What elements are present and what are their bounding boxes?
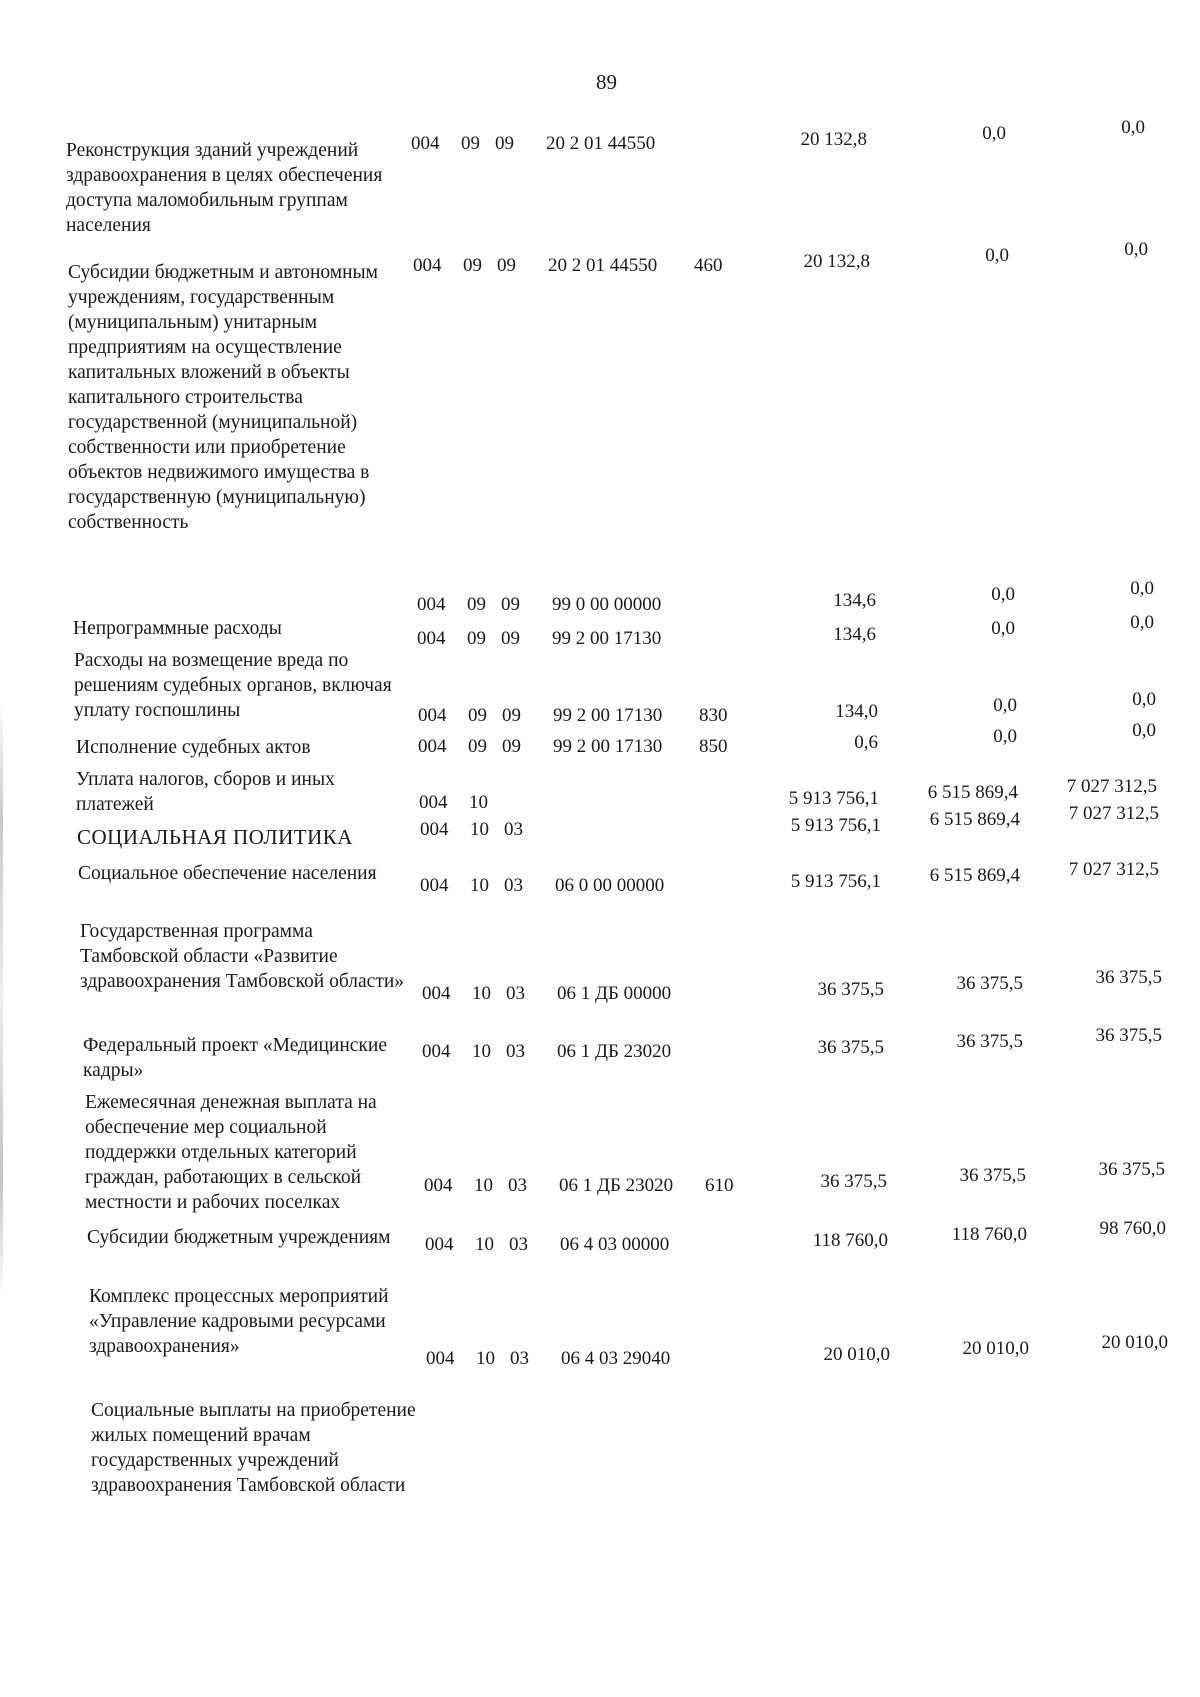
value-year-3: 20 010,0	[1101, 1332, 1168, 1353]
ministry-code: 004	[418, 736, 447, 757]
value-year-1: 36 375,5	[817, 1037, 884, 1058]
row-name: СОЦИАЛЬНАЯ ПОЛИТИКА	[77, 825, 353, 849]
page-number: 89	[596, 70, 617, 94]
value-year-3: 7 027 312,5	[1068, 859, 1159, 880]
value-year-2: 0,0	[991, 618, 1015, 639]
ministry-code: 004	[419, 792, 448, 813]
value-year-2: 0,0	[993, 695, 1017, 716]
value-year-3: 0,0	[1132, 720, 1156, 741]
value-year-3: 7 027 312,5	[1068, 803, 1159, 824]
section-code: 10	[475, 1234, 494, 1255]
row-name: Субсидии бюджетным и автономным учреждениям, государственным (муниципальным) унитарным предприятиям на осуществление капитальных вложений в объекты капитального строительства государственной (муниципальной) собственности или приобретение объектов недвижимого имущества в государственную (муниципальную) собственность	[68, 262, 378, 533]
row-name: Уплата налогов, сборов и иных платежей	[76, 769, 335, 815]
target-item-code: 06 4 03 00000	[560, 1234, 670, 1255]
subsection-code: 03	[510, 1348, 529, 1369]
value-year-3: 36 375,5	[1095, 1025, 1162, 1046]
ministry-code: 004	[422, 983, 451, 1004]
section-code: 09	[463, 255, 482, 276]
target-item-code: 20 2 01 44550	[546, 133, 656, 154]
value-year-1: 134,6	[833, 590, 876, 611]
row-name: Расходы на возмещение вреда по решениям судебных органов, включая уплату госпошлины	[74, 650, 392, 721]
row-name: Ежемесячная денежная выплата на обеспечение мер социальной поддержки отдельных категорий граждан, работающих в сельской местности и рабочих поселках	[85, 1092, 377, 1213]
target-item-code: 06 0 00 00000	[555, 875, 665, 896]
value-year-2: 6 515 869,4	[927, 782, 1018, 803]
value-year-2: 0,0	[993, 726, 1017, 747]
subsection-code: 09	[495, 133, 514, 154]
section-code: 09	[467, 594, 486, 615]
value-year-2: 6 515 869,4	[929, 865, 1020, 886]
row-name: Исполнение судебных актов	[76, 737, 311, 758]
value-year-1: 118 760,0	[812, 1230, 888, 1251]
target-item-code: 06 1 ДБ 00000	[557, 983, 672, 1004]
value-year-1: 36 375,5	[820, 1171, 887, 1192]
value-year-3: 0,0	[1124, 239, 1148, 260]
section-code: 10	[472, 983, 491, 1004]
value-year-3: 36 375,5	[1098, 1159, 1165, 1180]
section-code: 09	[467, 628, 486, 649]
target-item-code: 20 2 01 44550	[548, 255, 658, 276]
section-code: 10	[469, 792, 488, 813]
ministry-code: 004	[425, 1234, 454, 1255]
section-code: 09	[468, 736, 487, 757]
ministry-code: 004	[422, 1041, 451, 1062]
value-year-1: 20 132,8	[803, 251, 870, 272]
value-year-3: 0,0	[1130, 578, 1154, 599]
ministry-code: 004	[411, 133, 440, 154]
value-year-2: 20 010,0	[962, 1338, 1029, 1359]
value-year-1: 5 913 756,1	[788, 788, 879, 809]
value-year-2: 0,0	[985, 245, 1009, 266]
subsection-code: 09	[502, 736, 521, 757]
value-year-2: 36 375,5	[956, 1031, 1023, 1052]
ministry-code: 004	[417, 628, 446, 649]
scan-edge-shadow	[0, 700, 3, 1300]
subsection-code: 09	[502, 705, 521, 726]
target-item-code: 99 2 00 17130	[553, 705, 663, 726]
section-code: 09	[468, 705, 487, 726]
target-item-code: 06 4 03 29040	[561, 1348, 671, 1369]
value-year-2: 0,0	[991, 584, 1015, 605]
value-year-1: 134,0	[835, 701, 878, 722]
section-code: 10	[476, 1348, 495, 1369]
value-year-2: 36 375,5	[956, 973, 1023, 994]
subsection-code: 09	[501, 628, 520, 649]
value-year-1: 134,6	[833, 624, 876, 645]
row-name: Государственная программа Тамбовской области «Развитие здравоохранения Тамбовской области»	[80, 921, 405, 992]
subsection-code: 03	[504, 875, 523, 896]
section-code: 09	[461, 133, 480, 154]
subsection-code: 03	[504, 819, 523, 840]
expense-type-code: 610	[705, 1175, 734, 1196]
ministry-code: 004	[420, 819, 449, 840]
target-item-code: 99 2 00 17130	[552, 628, 662, 649]
value-year-3: 7 027 312,5	[1066, 776, 1157, 797]
row-name: Непрограммные расходы	[73, 618, 282, 639]
row-name: Субсидии бюджетным учреждениям	[87, 1227, 391, 1248]
section-code: 10	[474, 1175, 493, 1196]
row-name: Социальные выплаты на приобретение жилых помещений врачам государственных учреждений здравоохранения Тамбовской области	[91, 1400, 416, 1496]
value-year-1: 20 132,8	[800, 129, 867, 150]
ministry-code: 004	[420, 875, 449, 896]
ministry-code: 004	[424, 1175, 453, 1196]
value-year-3: 98 760,0	[1099, 1218, 1166, 1239]
ministry-code: 004	[417, 594, 446, 615]
row-name: Федеральный проект «Медицинские кадры»	[83, 1035, 387, 1081]
expense-type-code: 830	[699, 705, 728, 726]
value-year-1: 36 375,5	[817, 979, 884, 1000]
subsection-code: 03	[509, 1234, 528, 1255]
value-year-3: 36 375,5	[1095, 967, 1162, 988]
value-year-1: 20 010,0	[823, 1344, 890, 1365]
value-year-2: 118 760,0	[951, 1224, 1027, 1245]
target-item-code: 99 0 00 00000	[552, 594, 662, 615]
value-year-1: 0,6	[854, 732, 878, 753]
subsection-code: 03	[508, 1175, 527, 1196]
section-code: 10	[470, 875, 489, 896]
value-year-1: 5 913 756,1	[790, 815, 881, 836]
expense-type-code: 460	[694, 255, 723, 276]
value-year-3: 0,0	[1130, 612, 1154, 633]
section-code: 10	[472, 1041, 491, 1062]
subsection-code: 03	[506, 983, 525, 1004]
subsection-code: 03	[506, 1041, 525, 1062]
value-year-2: 6 515 869,4	[929, 809, 1020, 830]
value-year-2: 0,0	[982, 123, 1006, 144]
target-item-code: 99 2 00 17130	[553, 736, 663, 757]
value-year-3: 0,0	[1132, 689, 1156, 710]
subsection-code: 09	[501, 594, 520, 615]
section-code: 10	[470, 819, 489, 840]
row-name: Реконструкция зданий учреждений здравоохранения в целях обеспечения доступа маломобильным группам населения	[66, 140, 383, 236]
ministry-code: 004	[426, 1348, 455, 1369]
ministry-code: 004	[418, 705, 447, 726]
row-name: Комплекс процессных мероприятий «Управление кадровыми ресурсами здравоохранения»	[89, 1286, 389, 1357]
expense-type-code: 850	[699, 736, 728, 757]
target-item-code: 06 1 ДБ 23020	[559, 1175, 674, 1196]
value-year-3: 0,0	[1121, 117, 1145, 138]
row-name: Социальное обеспечение населения	[78, 863, 377, 884]
subsection-code: 09	[497, 255, 516, 276]
value-year-2: 36 375,5	[959, 1165, 1026, 1186]
value-year-1: 5 913 756,1	[790, 871, 881, 892]
ministry-code: 004	[413, 255, 442, 276]
target-item-code: 06 1 ДБ 23020	[557, 1041, 672, 1062]
